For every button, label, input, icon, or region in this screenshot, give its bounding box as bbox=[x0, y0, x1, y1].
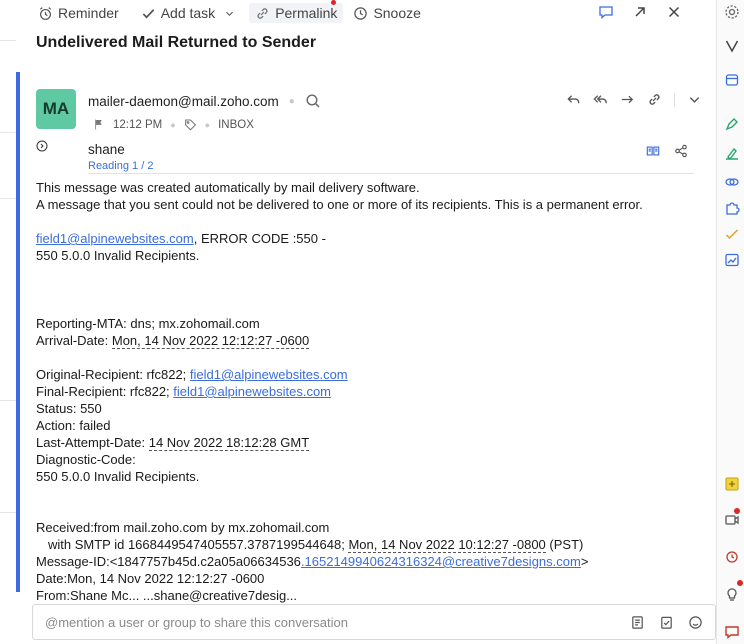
body-line: Action: failed bbox=[36, 418, 111, 433]
puzzle-icon[interactable] bbox=[724, 200, 740, 216]
link-icon[interactable] bbox=[647, 92, 662, 107]
chain-icon[interactable] bbox=[724, 174, 740, 190]
add-task-button[interactable] bbox=[141, 5, 235, 21]
reply-icon[interactable] bbox=[566, 92, 581, 107]
pen-icon[interactable] bbox=[724, 116, 740, 132]
smtp-date[interactable]: Mon, 14 Nov 2022 10:12:27 -0800 bbox=[348, 537, 546, 552]
body-line: Received:from mail.zoho.com by mx.zohomail.com bbox=[36, 520, 330, 535]
body-spacer bbox=[36, 264, 706, 315]
original-recipient-label: Original-Recipient: rfc822; bbox=[36, 367, 190, 382]
notification-dot bbox=[734, 508, 740, 514]
recipient-actions bbox=[646, 144, 688, 158]
sender-row bbox=[88, 93, 321, 109]
notification-dot bbox=[331, 0, 336, 5]
last-attempt-date[interactable]: 14 Nov 2022 18:12:28 GMT bbox=[148, 435, 310, 450]
body-line: This message was created automatically by mail delivery software. bbox=[36, 180, 420, 195]
list-divider bbox=[0, 132, 16, 133]
error-code-text: , ERROR CODE :550 - bbox=[193, 231, 326, 246]
reading-indicator: Reading 1 / 2 bbox=[88, 160, 694, 174]
message-id-end: > bbox=[580, 554, 589, 569]
final-recipient-link[interactable]: field1@alpinewebsites.com bbox=[173, 384, 332, 399]
message-id-text: Message-ID:<1847757b45d.c2a05a06634536 bbox=[36, 554, 301, 569]
add-task-label: Add task bbox=[160, 5, 216, 21]
clock-icon bbox=[353, 6, 368, 21]
body-line: 550 5.0.0 Invalid Recipients. bbox=[36, 248, 200, 263]
separator-dot: ● bbox=[204, 119, 211, 130]
body-line: Reporting-MTA: dns; mx.zohomail.com bbox=[36, 316, 260, 331]
reading-view-icon[interactable] bbox=[646, 144, 660, 158]
separator-dot: ● bbox=[170, 119, 176, 130]
snooze-label: Snooze bbox=[373, 5, 421, 21]
body-line: From:Shane Mc... ...shane@creative7desig... bbox=[36, 588, 298, 603]
cards-icon[interactable] bbox=[724, 72, 740, 88]
body-line: Date:Mon, 14 Nov 2022 12:12:27 -0600 bbox=[36, 571, 265, 586]
body-line: Diagnostic-Code: bbox=[36, 452, 136, 467]
folder-label[interactable]: INBOX bbox=[218, 118, 254, 131]
message-time: 12:12 PM bbox=[113, 118, 163, 131]
chat-icon[interactable] bbox=[724, 624, 740, 640]
vault-icon[interactable] bbox=[724, 38, 740, 54]
comment-icon[interactable] bbox=[598, 4, 614, 20]
list-divider bbox=[0, 512, 16, 513]
note-icon[interactable] bbox=[630, 615, 645, 630]
task-icon[interactable] bbox=[659, 615, 674, 630]
mail-subject: Undelivered Mail Returned to Sender bbox=[36, 34, 317, 51]
list-divider bbox=[0, 40, 16, 41]
notification-dot bbox=[737, 580, 743, 586]
body-line bbox=[36, 230, 706, 247]
message-meta bbox=[92, 118, 254, 131]
message-body bbox=[36, 179, 706, 603]
expand-recipients-icon[interactable] bbox=[36, 140, 48, 152]
body-line bbox=[36, 434, 706, 451]
chevron-down-icon[interactable] bbox=[687, 92, 702, 107]
emoji-icon[interactable] bbox=[688, 615, 703, 630]
share-icon[interactable] bbox=[674, 144, 688, 158]
analytics-icon[interactable] bbox=[724, 252, 740, 268]
error-recipient-link[interactable]: field1@alpinewebsites.com bbox=[36, 231, 194, 246]
list-divider bbox=[0, 198, 16, 199]
smtp-timezone: (PST) bbox=[545, 537, 584, 552]
mail-toolbar bbox=[16, 0, 716, 26]
arrival-date[interactable]: Mon, 14 Nov 2022 12:12:27 -0600 bbox=[111, 333, 310, 348]
message-card bbox=[16, 72, 716, 603]
body-spacer bbox=[36, 213, 706, 230]
final-recipient-label: Final-Recipient: rfc822; bbox=[36, 384, 174, 399]
separator-dot: ● bbox=[288, 95, 295, 107]
sign-icon[interactable] bbox=[724, 146, 740, 162]
flag-icon[interactable] bbox=[92, 118, 105, 131]
permalink-label: Permalink bbox=[275, 5, 338, 21]
bulb-icon[interactable] bbox=[724, 586, 740, 602]
body-line bbox=[36, 366, 706, 383]
composer-placeholder[interactable]: @mention a user or group to share this conversation bbox=[45, 615, 348, 630]
last-attempt-label: Last-Attempt-Date: bbox=[36, 435, 149, 450]
close-icon[interactable] bbox=[666, 4, 682, 20]
reminder-label: Reminder bbox=[58, 5, 119, 21]
checkmark-icon bbox=[141, 6, 156, 21]
mail-viewer bbox=[16, 0, 716, 644]
body-line bbox=[36, 553, 706, 570]
forward-icon[interactable] bbox=[620, 92, 635, 107]
settings-icon[interactable] bbox=[724, 4, 740, 20]
body-line bbox=[36, 383, 706, 400]
share-composer[interactable] bbox=[32, 604, 716, 640]
body-line bbox=[36, 536, 706, 553]
meeting-icon[interactable] bbox=[724, 512, 740, 528]
body-spacer bbox=[36, 349, 706, 366]
search-icon[interactable] bbox=[305, 93, 321, 109]
alarm-icon[interactable] bbox=[724, 548, 740, 564]
original-recipient-link[interactable]: field1@alpinewebsites.com bbox=[189, 367, 348, 382]
check-pen-icon[interactable] bbox=[724, 226, 740, 242]
body-line: 550 5.0.0 Invalid Recipients. bbox=[36, 469, 200, 484]
reply-all-icon[interactable] bbox=[593, 92, 608, 107]
reminder-button[interactable] bbox=[38, 5, 119, 21]
pop-out-icon[interactable] bbox=[632, 4, 648, 20]
chevron-down-icon[interactable] bbox=[224, 8, 235, 19]
message-actions bbox=[566, 92, 702, 107]
recipient-name[interactable]: shane bbox=[88, 142, 125, 157]
composer-actions bbox=[630, 615, 703, 630]
alarm-clock-icon bbox=[38, 6, 53, 21]
message-id-link[interactable]: .1652149940624316324@creative7designs.com bbox=[300, 554, 581, 569]
tag-icon[interactable] bbox=[184, 118, 197, 131]
action-divider bbox=[674, 93, 675, 107]
smtp-id-text: with SMTP id 1668449547405557.3787199544648; bbox=[48, 537, 349, 552]
body-line: Status: 550 bbox=[36, 401, 102, 416]
link-icon bbox=[255, 6, 270, 21]
body-line bbox=[36, 332, 706, 349]
left-list-edge bbox=[0, 0, 16, 644]
body-line: A message that you sent could not be delivered to one or more of its recipients. This is a permanent error. bbox=[36, 197, 643, 212]
right-app-rail bbox=[716, 0, 744, 644]
permalink-button[interactable] bbox=[249, 3, 343, 23]
body-spacer bbox=[36, 485, 706, 519]
sticky-note-icon[interactable] bbox=[724, 476, 740, 492]
sender-email[interactable]: mailer-daemon@mail.zoho.com bbox=[88, 93, 279, 109]
list-divider bbox=[0, 400, 16, 401]
avatar[interactable]: MA bbox=[36, 89, 76, 129]
toolbar-window-actions bbox=[598, 4, 682, 20]
arrival-label: Arrival-Date: bbox=[36, 333, 112, 348]
snooze-button[interactable] bbox=[353, 5, 420, 21]
